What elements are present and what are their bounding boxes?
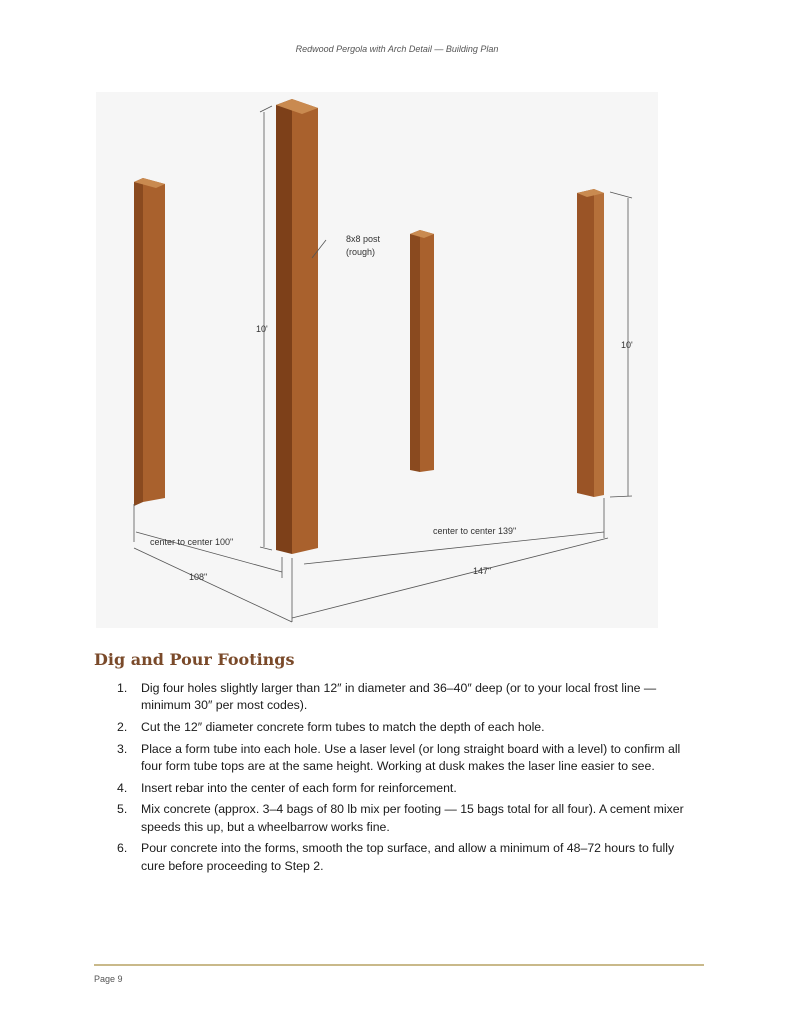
figure-background bbox=[96, 92, 658, 628]
list-item bbox=[98, 680, 698, 715]
overall-label-left: 108" bbox=[189, 572, 208, 582]
list-item bbox=[98, 801, 698, 836]
step-number: 6. bbox=[117, 841, 128, 856]
post-left bbox=[134, 178, 165, 506]
section-title: Dig and Pour Footings bbox=[94, 650, 295, 669]
step-text: Cut the 12″ diameter concrete form tubes to match the depth of each hole. bbox=[141, 720, 545, 734]
steps-list bbox=[98, 680, 698, 879]
list-item bbox=[98, 840, 698, 875]
overall-label-right: 147" bbox=[473, 566, 492, 576]
step-text: Pour concrete into the forms, smooth the top surface, and allow a minimum of 48–72 hours to fully cure before proceeding to Step 2. bbox=[141, 841, 675, 873]
list-item bbox=[98, 719, 698, 736]
step-text: Insert rebar into the center of each form for reinforcement. bbox=[141, 780, 457, 795]
step-number: 5. bbox=[117, 802, 128, 817]
step-number: 4. bbox=[117, 780, 128, 795]
post-note-line2: (rough) bbox=[346, 247, 376, 257]
step-text: Place a form tube into each hole. Use a laser level (or long straight board with a level) to confirm all four form tube tops are at the same height. Working at dusk makes the laser line easier to see. bbox=[141, 741, 681, 773]
step-text: Mix concrete (approx. 3–4 bags of 80 lb mix per footing — 15 bags total for all four). A cement mixer speeds this up, but a wheelbarrow works fine. bbox=[141, 802, 684, 834]
post-right bbox=[577, 189, 604, 497]
post-note-line1: 8x8 post bbox=[346, 234, 381, 244]
height-label-left: 10' bbox=[256, 324, 268, 334]
post-front bbox=[276, 99, 318, 554]
center-label-right: center to center 139" bbox=[433, 526, 517, 536]
post-back bbox=[410, 230, 434, 472]
list-item bbox=[98, 780, 698, 797]
footer-divider bbox=[94, 964, 704, 966]
step-text: Dig four holes slightly larger than 12″ in diameter and 36–40″ deep (or to your local frost line — minimum 30″ per most codes). bbox=[141, 681, 657, 713]
post-layout-diagram bbox=[96, 92, 658, 628]
step-number: 3. bbox=[117, 741, 128, 756]
step-number: 1. bbox=[117, 681, 128, 695]
step-number: 2. bbox=[117, 720, 128, 734]
post-layout-svg bbox=[96, 92, 658, 628]
height-label-right: 10' bbox=[621, 340, 633, 350]
list-item bbox=[98, 741, 698, 776]
page-number: Page 9 bbox=[94, 974, 123, 984]
running-header: Redwood Pergola with Arch Detail — Building Plan bbox=[295, 44, 499, 54]
center-label-left: center to center 100" bbox=[150, 537, 234, 547]
